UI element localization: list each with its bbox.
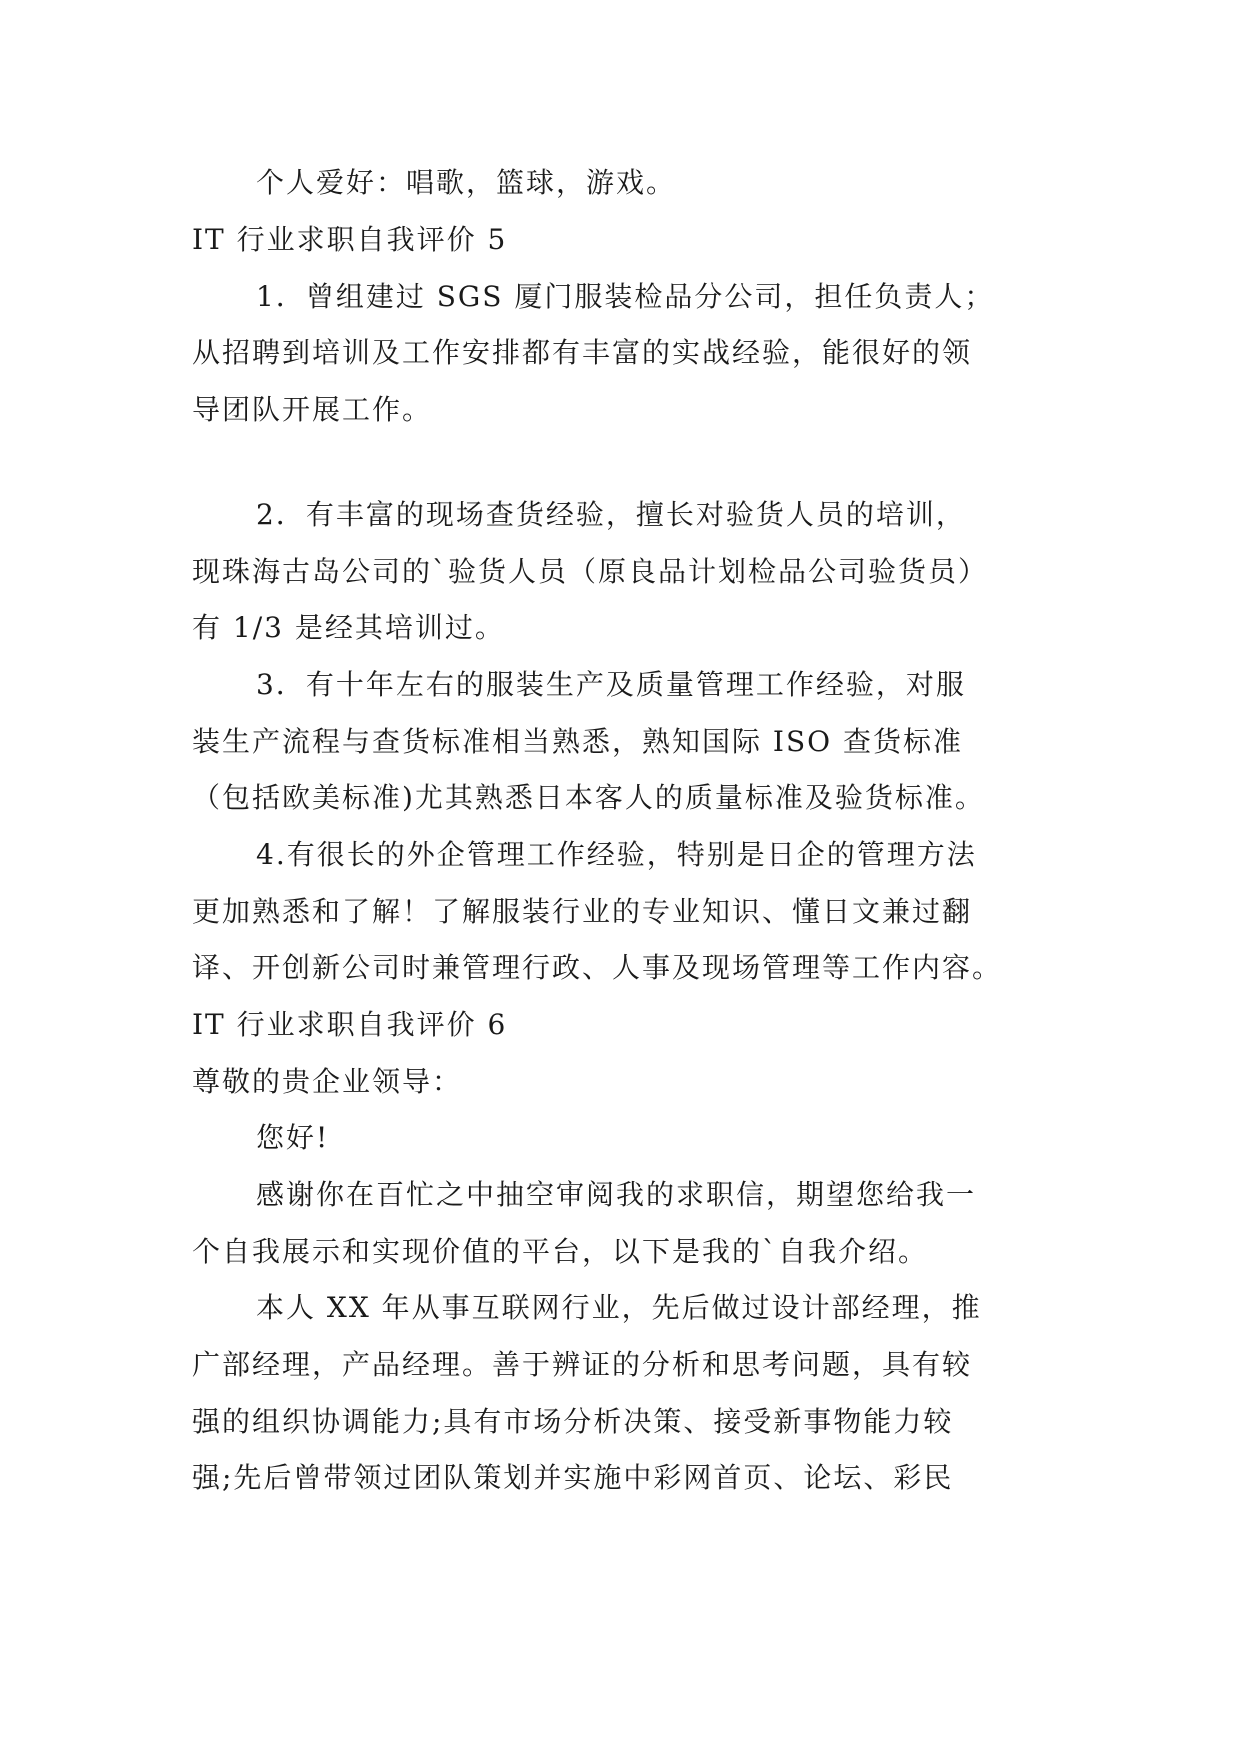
paragraph-line: 广部经理，产品经理。善于辨证的分析和思考问题，具有较	[192, 1348, 973, 1381]
paragraph-line: 从招聘到培训及工作安排都有丰富的实战经验，能很好的领	[192, 336, 973, 369]
paragraph-line: 导团队开展工作。	[192, 393, 433, 426]
paragraph-line: 本人 XX 年从事互联网行业，先后做过设计部经理，推	[256, 1291, 982, 1324]
section-heading-6: IT 行业求职自我评价 6	[192, 1008, 508, 1041]
paragraph-line: 强;先后曾带领过团队策划并实施中彩网首页、论坛、彩民	[192, 1461, 954, 1494]
paragraph-line: 个自我展示和实现价值的平台，以下是我的`自我介绍。	[192, 1235, 929, 1268]
paragraph-line: 装生产流程与查货标准相当熟悉，熟知国际 ISO 查货标准	[192, 725, 964, 758]
paragraph-line: 2．有丰富的现场查货经验，擅长对验货人员的培训，	[256, 498, 966, 531]
greeting: 您好!	[256, 1121, 330, 1154]
paragraph-line: 3．有十年左右的服装生产及质量管理工作经验，对服	[256, 668, 966, 701]
paragraph-line: 强的组织协调能力;具有市场分析决策、接受新事物能力较	[192, 1405, 954, 1438]
paragraph-line: 现珠海古岛公司的`验货人员（原良品计划检品公司验货员）	[192, 555, 989, 588]
hobbies-line: 个人爱好：唱歌，篮球，游戏。	[256, 166, 677, 199]
paragraph-line: 4.有很长的外企管理工作经验，特别是日企的管理方法	[256, 838, 977, 871]
paragraph-line: 感谢你在百忙之中抽空审阅我的求职信，期望您给我一	[256, 1178, 977, 1211]
section-heading-5: IT 行业求职自我评价 5	[192, 223, 508, 256]
paragraph-line: （包括欧美标准)尤其熟悉日本客人的质量标准及验货标准。	[192, 781, 985, 814]
paragraph-line: 译、开创新公司时兼管理行政、人事及现场管理等工作内容。	[192, 951, 1003, 984]
paragraph-line: 1．曾组建过 SGS 厦门服装检品分公司，担任负责人；	[256, 280, 995, 313]
paragraph-line: 更加熟悉和了解！了解服装行业的专业知识、懂日文兼过翻	[192, 895, 973, 928]
paragraph-line: 有 1/3 是经其培训过。	[192, 611, 505, 644]
salutation: 尊敬的贵企业领导：	[192, 1065, 463, 1098]
